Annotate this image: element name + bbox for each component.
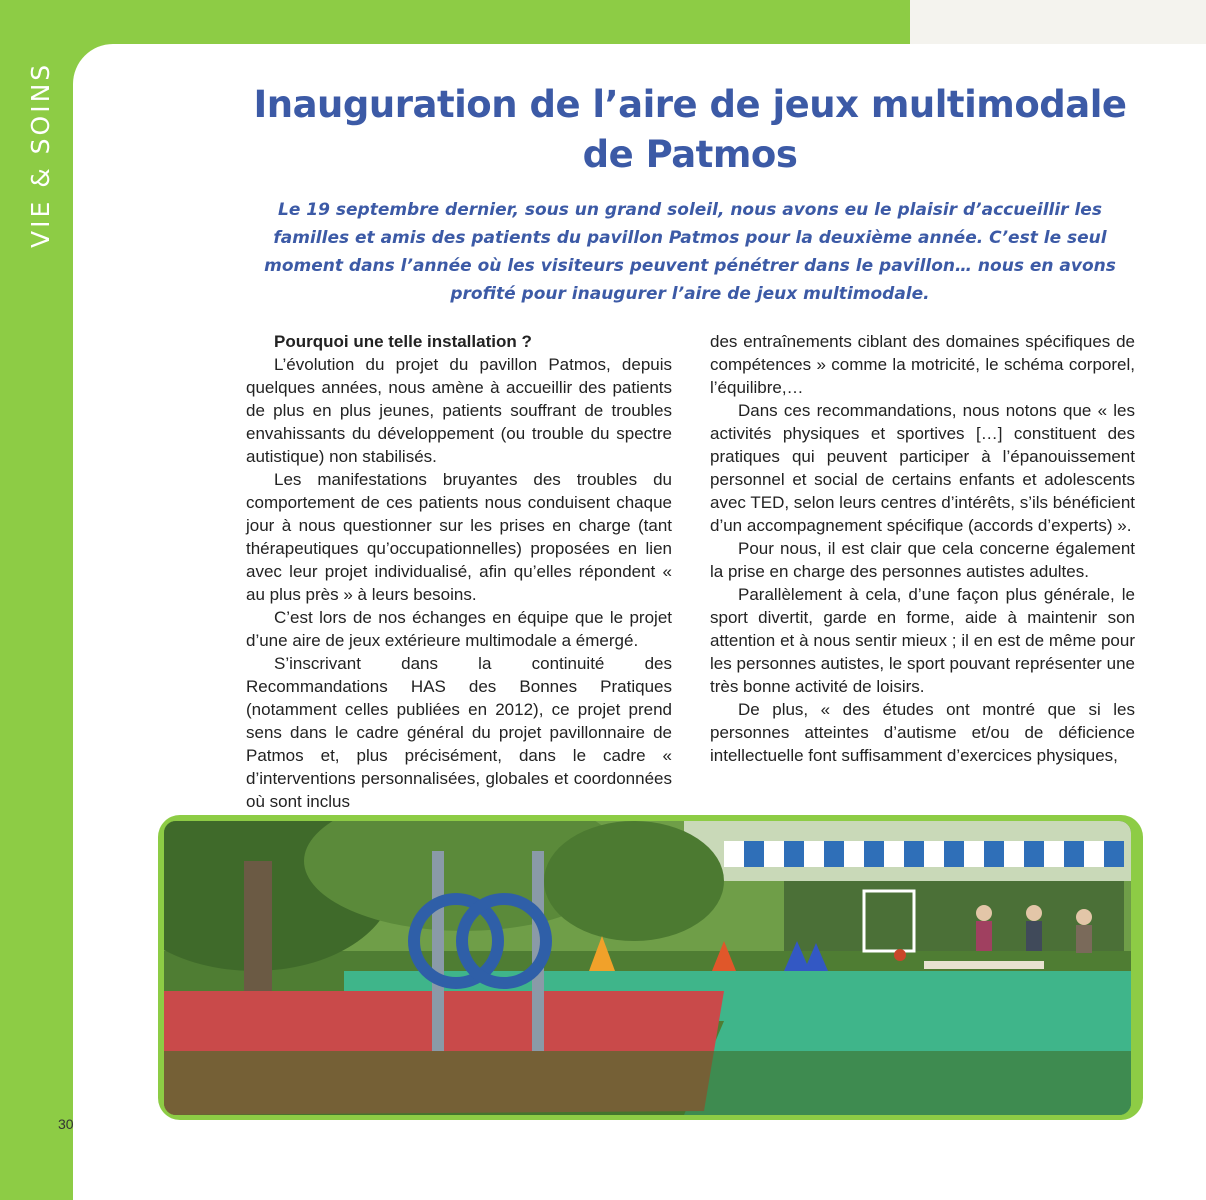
paragraph: De plus, « des études ont montré que si les personnes atteintes d’autisme et/ou de déficience intellectuelle font suffisamment d’exercices physiques,	[710, 700, 1135, 765]
paragraph: Parallèlement à cela, d’une façon plus générale, le sport divertit, garde en forme, aide à maintenir son attention et à nous sentir mieux ; il en est de même pour les personnes autistes, le sport pouvant représenter une très bonne activité de loisirs.	[710, 585, 1135, 696]
article-intro: Le 19 septembre dernier, sous un grand soleil, nous avons eu le plaisir d’accueillir les familles et amis des patients du pavillon Patmos pour la deuxième année. C’est le seul moment dans l’année où les visiteurs peuvent pénétrer dans le pavillon… nous en avons profité pour inaugurer l’aire de jeux multimodale.	[264, 200, 1116, 304]
article-subheading: Pourquoi une telle installation ?	[274, 332, 532, 351]
paragraph: Pour nous, il est clair que cela concerne également la prise en charge des personnes autistes adultes.	[710, 539, 1135, 581]
paragraph: Dans ces recommandations, nous notons que « les activités physiques et sportives […] constituent des pratiques qui peuvent participer à l’épanouissement personnel et social de certains enfants et adolescents avec TED, selon leurs centres d’intérêts, s’ils bénéficient d’un accompagnement spécifique (accords d’experts) ».	[710, 401, 1135, 535]
article-title: Inauguration de l’aire de jeux multimodale de Patmos	[253, 83, 1127, 176]
paragraph-continuation: des entraînements ciblant des domaines spécifiques de compétences » comme la motricité, le schéma corporel, l’équilibre,…	[710, 332, 1135, 397]
paragraph: C’est lors de nos échanges en équipe que le projet d’une aire de jeux extérieure multimodale a émergé.	[246, 608, 672, 650]
playground-photo-illustration	[164, 821, 1131, 1115]
playground-photo	[164, 821, 1131, 1115]
playground-photo-frame	[158, 815, 1143, 1120]
paragraph: Les manifestations bruyantes des troubles du comportement de ces patients nous conduisent chaque jour à nous questionner sur les prises en charge (tant thérapeutiques qu’occupationnelles) proposées en lien avec leur projet individualisé, afin qu’elles répondent « au plus près » à leurs besoins.	[246, 470, 672, 604]
paragraph: L’évolution du projet du pavillon Patmos, depuis quelques années, nous amène à accueillir des patients de plus en plus jeunes, patients souffrant de troubles envahissants du développement (ou trouble du spectre autistique) non stabilisés.	[246, 355, 672, 466]
section-label: VIE & SOINS	[26, 61, 55, 248]
article-column-left	[246, 330, 672, 813]
paragraph: S’inscrivant dans la continuité des Recommandations HAS des Bonnes Pratiques (notamment celles publiées en 2012), ce projet prend sens dans le cadre général du projet pavillonnaire de Patmos et, plus précisément, dans le cadre « d’interventions personnalisées, globales et coordonnées où sont inclus	[246, 654, 672, 811]
page-number: 30	[58, 1116, 74, 1132]
article-column-right	[710, 330, 1135, 767]
